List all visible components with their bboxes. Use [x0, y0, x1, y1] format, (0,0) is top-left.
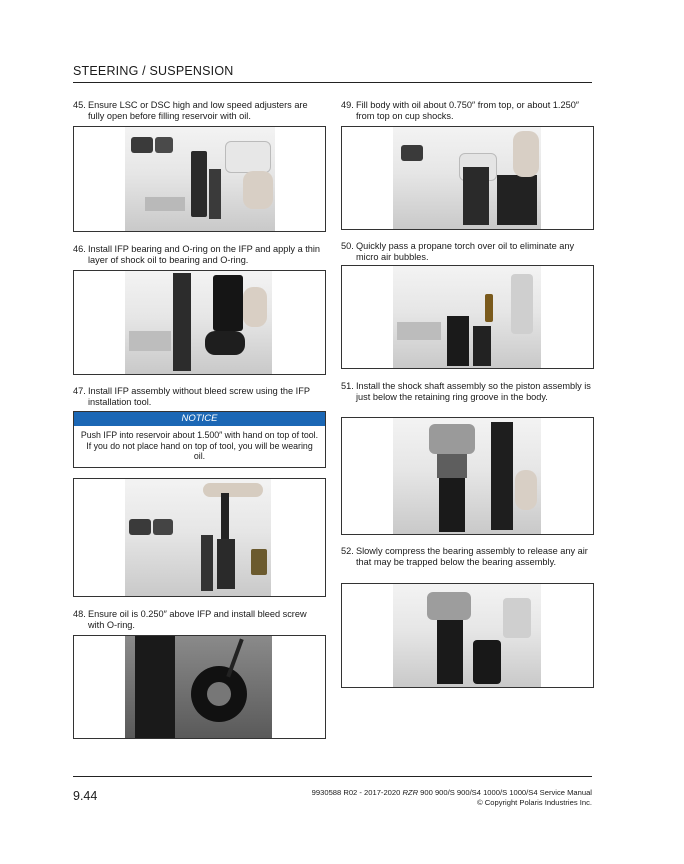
- header-rule: [73, 82, 592, 83]
- step-49-photo: [341, 126, 594, 230]
- step-46-photo: [73, 270, 326, 375]
- step-47-photo: [73, 478, 326, 597]
- step-50: 50. Quickly pass a propane torch over oil to eliminate any micro air bubbles.: [341, 241, 575, 262]
- step-47: 47. Install IFP assembly without bleed screw using the IFP installation tool.: [73, 386, 310, 407]
- section-title: STEERING / SUSPENSION: [73, 64, 234, 78]
- footer-text: 9930588 R02 - 2017-2020 RZR 900 900/S 900/S4 1000/S 1000/S4 Service Manual © Copyright Polaris Industries Inc.: [311, 788, 592, 807]
- step-45: 45. Ensure LSC or DSC high and low speed adjusters are fully open before filling reservoir with oil.: [73, 100, 308, 121]
- notice-label: NOTICE: [74, 412, 325, 426]
- page-number: 9.44: [73, 789, 98, 803]
- footer-rule: [73, 776, 592, 777]
- step-49: 49. Fill body with oil about 0.750″ from top, or about 1.250″ from top on cup shocks.: [341, 100, 580, 121]
- step-48-photo: [73, 635, 326, 739]
- step-52: 52. Slowly compress the bearing assembly to release any air that may be trapped below the bearing assembly.: [341, 546, 588, 567]
- notice-box: [73, 411, 326, 468]
- step-51: 51. Install the shock shaft assembly so the piston assembly is just below the retaining ring groove in the body.: [341, 381, 591, 402]
- step-48: 48. Ensure oil is 0.250″ above IFP and install bleed screw with O-ring.: [73, 609, 307, 630]
- notice-text: Push IFP into reservoir about 1.500″ with hand on top of tool. If you do not place hand on top of tool, you will be wearing oil.: [80, 430, 319, 462]
- step-46: 46. Install IFP bearing and O-ring on the IFP and apply a thin layer of shock oil to bearing and O-ring.: [73, 244, 321, 265]
- step-45-photo: [73, 126, 326, 232]
- step-51-photo: [341, 417, 594, 535]
- step-52-photo: [341, 583, 594, 688]
- step-50-photo: [341, 265, 594, 369]
